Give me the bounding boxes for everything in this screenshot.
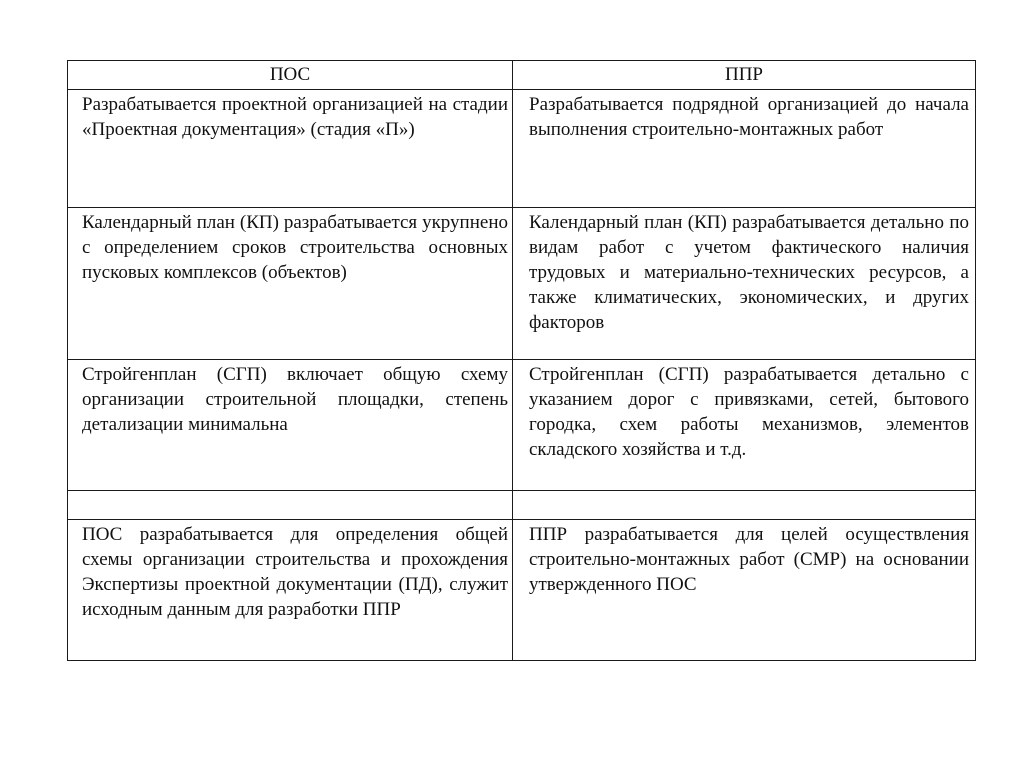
cell-empty-right — [513, 491, 976, 520]
cell-ppr-purpose: ППР разрабатывается для целей осуществления строительно-монтажных работ (СМР) на основании утвержденного ПОС — [513, 520, 976, 661]
cell-empty-left — [68, 491, 513, 520]
cell-pos-purpose: ПОС разрабатывается для определения общей схемы организации строительства и прохождения Экспертизы проектной документации (ПД), служит исходным данным для разработки ППР — [68, 520, 513, 661]
cell-ppr-site-plan: Стройгенплан (СГП) разрабатывается детально с указанием дорог с привязками, сетей, бытового городка, схем работы механизмов, элементов складского хозяйства и т.д. — [513, 360, 976, 491]
table-row — [68, 520, 976, 661]
table-row — [68, 90, 976, 208]
comparison-table — [67, 60, 976, 661]
table-row — [68, 360, 976, 491]
table-row-empty — [68, 491, 976, 520]
cell-ppr-calendar-plan: Календарный план (КП) разрабатывается детально по видам работ с учетом фактического наличия трудовых и материально-технических ресурсов, а также климатических, экономических, и других факторов — [513, 208, 976, 360]
header-row — [68, 61, 976, 90]
cell-pos-stage: Разрабатывается проектной организацией на стадии «Проектная документация» (стадия «П») — [68, 90, 513, 208]
header-pos: ПОС — [68, 61, 513, 90]
cell-pos-calendar-plan: Календарный план (КП) разрабатывается укрупнено с определением сроков строительства основных пусковых комплексов (объектов) — [68, 208, 513, 360]
cell-pos-site-plan: Стройгенплан (СГП) включает общую схему организации строительной площадки, степень детализации минимальна — [68, 360, 513, 491]
header-ppr: ППР — [513, 61, 976, 90]
table-row — [68, 208, 976, 360]
cell-ppr-stage: Разрабатывается подрядной организацией до начала выполнения строительно-монтажных работ — [513, 90, 976, 208]
